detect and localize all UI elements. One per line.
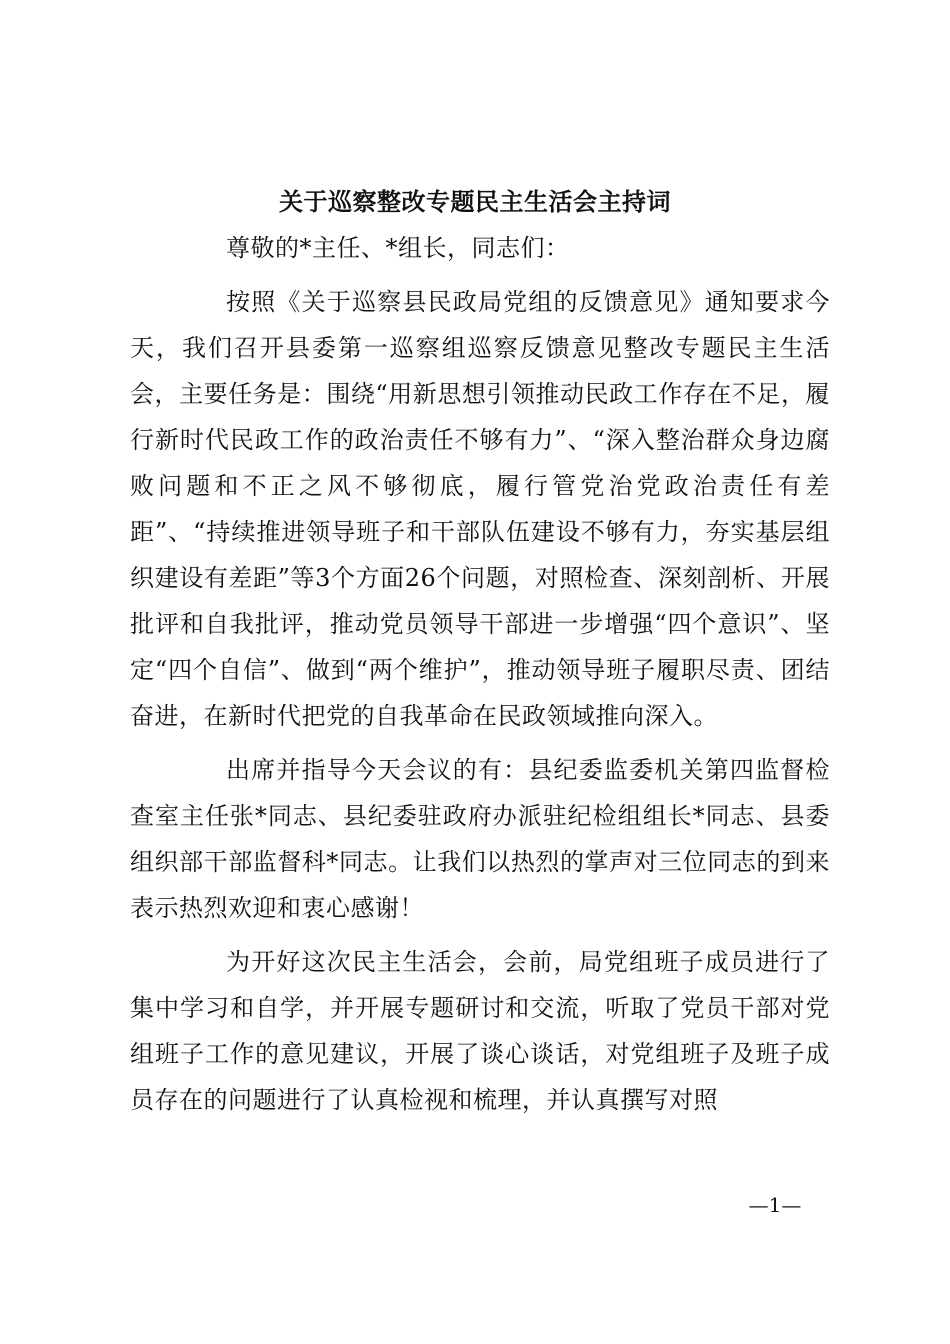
page-title: 关于巡察整改专题民主生活会主持词 [279,187,671,216]
page-number: —1— [748,1193,802,1217]
paragraph: 出席并指导今天会议的有：县纪委监委机关第四监督检查室主任张*同志、县纪委驻政府办派驻纪检组组长*同志、县委组织部干部监督科*同志。让我们以热烈的掌声对三位同志的到来表示热烈欢迎和衷心感谢！ [130,756,830,922]
document-body [130,225,830,1131]
salutation: 尊敬的*主任、*组长，同志们： [226,234,570,262]
paragraph: 为开好这次民主生活会，会前，局党组班子成员进行了集中学习和自学，并开展专题研讨和交流，听取了党员干部对党组班子工作的意见建议，开展了谈心谈话，对党组班子及班子成员存在的问题进行了认真检视和梳理，并认真撰写对照 [130,948,830,1114]
paragraph: 按照《关于巡察县民政局党组的反馈意见》通知要求今天，我们召开县委第一巡察组巡察反馈意见整改专题民主生活会，主要任务是：围绕“用新思想引领推动民政工作存在不足，履行新时代民政工作的政治责任不够有力”、“深入整治群众身边腐败问题和不正之风不够彻底，履行管党治党政治责任有差距”、“持续推进领导班子和干部队伍建设不够有力，夯实基层组织建设有差距”等3个方面26个问题，对照检查、深刻剖析、开展批评和自我批评，推动党员领导干部进一步增强“四个意识”、坚定“四个自信”、做到“两个维护”，推动领导班子履职尽责、团结奋进，在新时代把党的自我革命在民政领域推向深入。 [130,288,830,730]
